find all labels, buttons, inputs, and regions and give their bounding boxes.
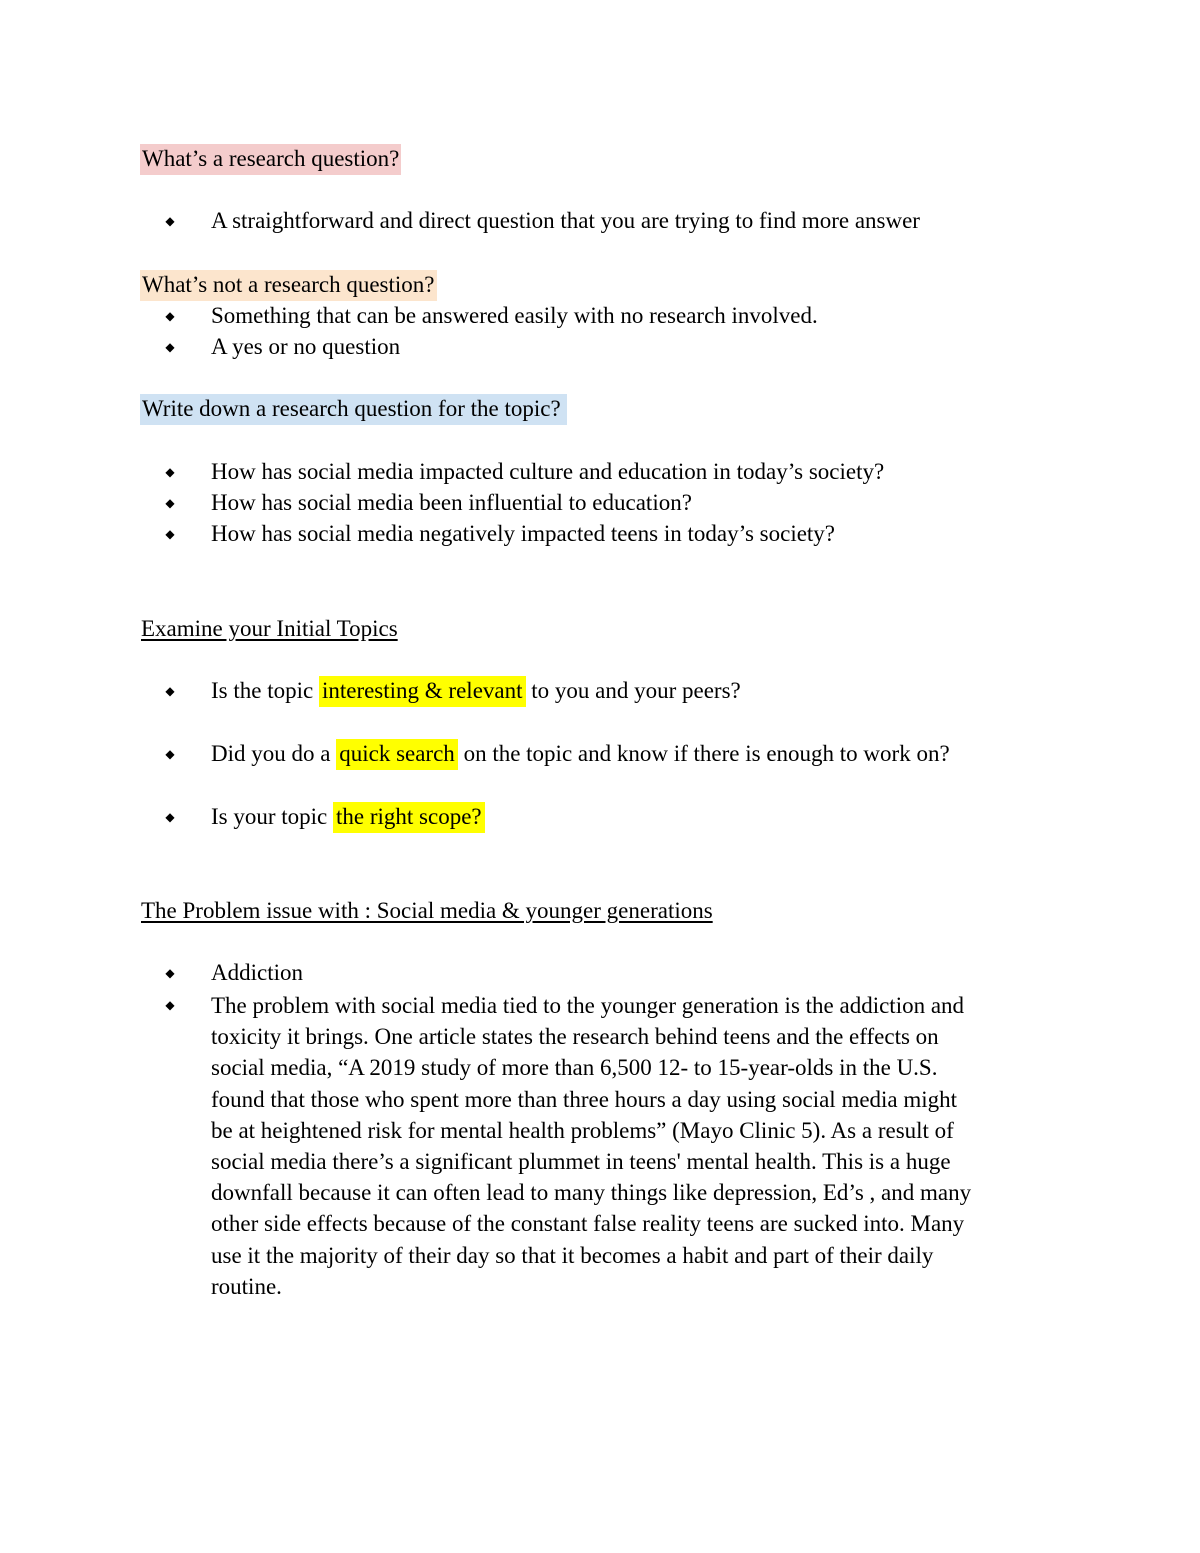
highlighted-text: the right scope? [333,802,485,833]
heading-problem-issue: The Problem issue with : Social media & younger generations [141,898,713,923]
heading-text: What’s a research question? [140,144,401,175]
list-item [211,677,741,705]
diamond-bullet-icon: ◆ [165,496,175,510]
list-item: A yes or no question [211,334,401,359]
paragraph-line: social media, “A 2019 study of more than 6,500 12- to 15-year-olds in the U.S. [211,1055,938,1081]
heading-whats-not-a-research-question [141,271,437,299]
heading-text: Write down a research question for the topic? [140,394,567,425]
paragraph-line: The problem with social media tied to the younger generation is the addiction and [211,993,965,1018]
diamond-bullet-icon: ◆ [165,465,175,479]
highlighted-text: quick search [336,739,458,770]
list-item: How has social media been influential to education? [211,490,692,515]
problem-paragraph [211,990,1071,1302]
heading-text: What’s not a research question? [140,270,437,301]
list-item [211,740,950,768]
heading-examine-initial-topics: Examine your Initial Topics [141,616,398,641]
list-item [211,803,485,831]
diamond-bullet-icon: ◆ [165,214,175,228]
paragraph-line: routine. [211,1273,282,1299]
list-item: A straightforward and direct question that you are trying to find more answer [211,208,920,233]
diamond-bullet-icon: ◆ [165,810,175,824]
diamond-bullet-icon: ◆ [165,684,175,698]
paragraph-line: toxicity it brings. One article states the research behind teens and the effects on [211,1024,939,1050]
paragraph-line: social media there’s a significant plummet in teens' mental health. This is a huge [211,1149,951,1175]
list-item: Something that can be answered easily with no research involved. [211,303,818,328]
paragraph-line: found that those who spent more than three hours a day using social media might [211,1086,958,1112]
text-before: Is the topic [211,678,319,703]
diamond-bullet-icon: ◆ [165,527,175,541]
text-after: to you and your peers? [525,678,741,703]
paragraph-line: other side effects because of the constant false reality teens are sucked into. Many [211,1211,965,1237]
diamond-bullet-icon: ◆ [165,747,175,761]
diamond-bullet-icon: ◆ [165,998,175,1012]
paragraph-line: use it the majority of their day so that it becomes a habit and part of their daily [211,1242,934,1268]
list-item: How has social media negatively impacted teens in today’s society? [211,521,836,546]
list-item: How has social media impacted culture and education in today’s society? [211,459,885,484]
highlighted-text: interesting & relevant [319,676,526,707]
heading-write-down-research-question [141,395,567,423]
diamond-bullet-icon: ◆ [165,309,175,323]
text-before: Did you do a [211,741,337,766]
paragraph-line: downfall because it can often lead to many things like depression, Ed’s , and many [211,1180,972,1206]
text-before: Is your topic [211,804,334,829]
heading-whats-a-research-question [141,145,401,173]
diamond-bullet-icon: ◆ [165,966,175,980]
list-item: Addiction [211,960,303,985]
text-after: on the topic and know if there is enough to work on? [457,741,950,766]
paragraph-line: be at heightened risk for mental health problems” (Mayo Clinic 5). As a result of [211,1117,954,1143]
diamond-bullet-icon: ◆ [165,340,175,354]
